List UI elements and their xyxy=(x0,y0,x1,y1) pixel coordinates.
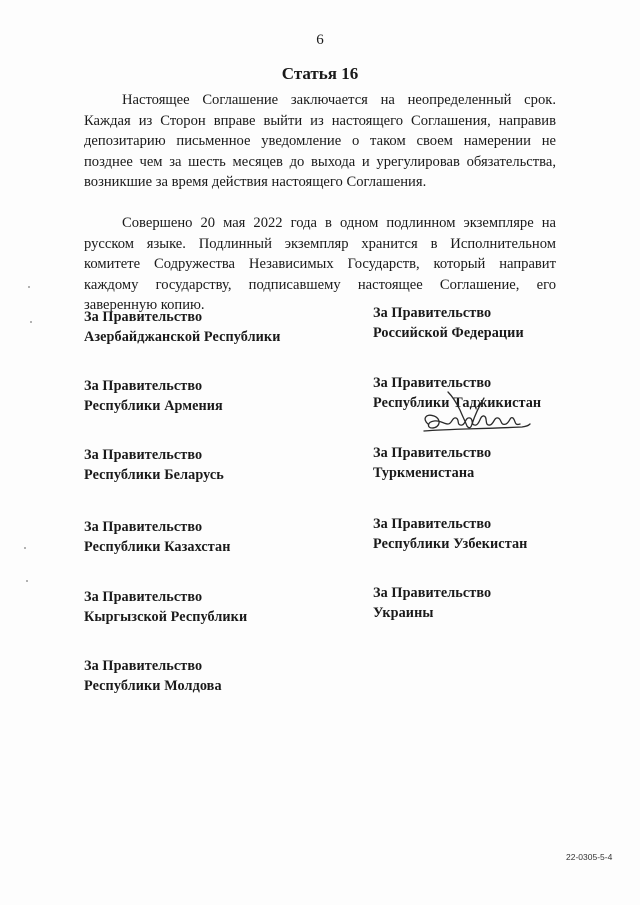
signatory-country: Республики Армения xyxy=(84,398,223,414)
signatory-country: Республики Казахстан xyxy=(84,539,231,555)
signatory-country: Украины xyxy=(373,605,434,621)
scan-artifact xyxy=(30,321,32,323)
signatory-country: Туркменистана xyxy=(373,465,475,481)
scan-artifact xyxy=(28,286,30,288)
signatory-label: За Правительство xyxy=(84,658,203,674)
signatory-block-kyrgyzstan xyxy=(84,587,247,627)
signatory-country: Кыргызской Республики xyxy=(84,609,248,625)
signatory-country: Азербайджанской Республики xyxy=(84,329,281,345)
signatory-label: За Правительство xyxy=(373,445,492,461)
signatory-country: Российской Федерации xyxy=(373,325,524,341)
signatory-block-uzbekistan xyxy=(373,514,527,554)
paragraph-term: Настоящее Соглашение заключается на неопределенный срок. Каждая из Сторон вправе выйти из настоящего Соглашения, направив депозитарию письменное уведомление о таком своем намерении не позднее чем за шесть месяцев до выхода и урегулировав обязательства, возникшие за время действия настоящего Соглашения. xyxy=(84,92,556,190)
signatory-country: Республики Беларусь xyxy=(84,467,224,483)
signatory-country: Республики Молдова xyxy=(84,678,222,694)
scan-artifact xyxy=(24,547,26,549)
scan-artifact xyxy=(26,580,28,582)
signatory-label: За Правительство xyxy=(84,309,203,325)
signatory-block-russia xyxy=(373,303,524,343)
signatory-label: За Правительство xyxy=(373,516,492,532)
signatory-block-azerbaijan xyxy=(84,307,280,347)
document-code: 22-0305-5-4 xyxy=(566,852,613,862)
signatory-label: За Правительство xyxy=(84,447,203,463)
signatory-label: За Правительство xyxy=(84,378,203,394)
paragraph-done: Совершено 20 мая 2022 года в одном подлинном экземпляре на русском языке. Подлинный экземпляр хранится в Исполнительном комитете Содружества Независимых Государств, который направит каждому государству, подписавшему настоящее Соглашение, его заверенную копию. xyxy=(84,215,556,313)
signatory-label: За Правительство xyxy=(84,519,203,535)
signatory-block-armenia xyxy=(84,376,223,416)
signatory-block-kazakhstan xyxy=(84,517,230,557)
signatory-label: За Правительство xyxy=(373,305,492,321)
signatory-country: Республики Узбекистан xyxy=(373,536,528,552)
signatory-label: За Правительство xyxy=(84,589,203,605)
signatory-block-ukraine xyxy=(373,583,491,623)
signatory-label: За Правительство xyxy=(373,585,492,601)
article-title: Статья 16 xyxy=(281,64,359,83)
handwritten-signature xyxy=(418,388,538,440)
signatory-block-belarus xyxy=(84,445,224,485)
signatory-block-turkmenistan xyxy=(373,443,491,483)
page-number: 6 xyxy=(316,32,324,48)
signatory-label: За Правительство xyxy=(373,375,492,391)
signatory-country: Республики Таджикистан xyxy=(373,395,542,411)
signatory-block-moldova xyxy=(84,656,222,696)
